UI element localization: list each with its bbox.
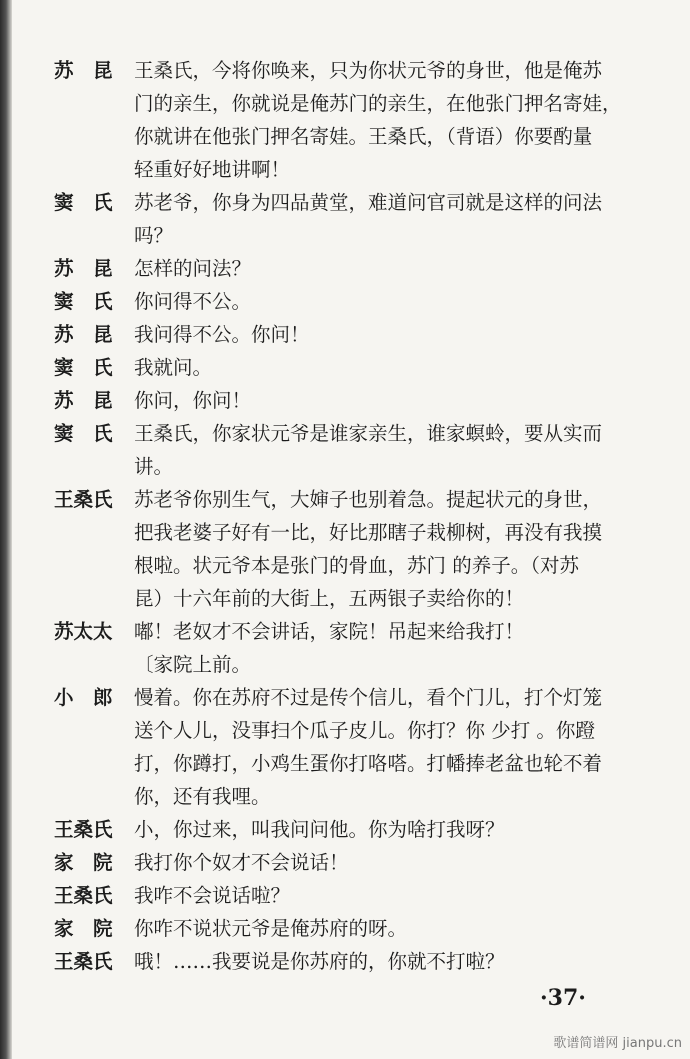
dialogue-text-line: 我打你个奴才不会说话！ [134, 851, 349, 874]
dialogue-line [54, 846, 666, 879]
dialogue-text-line: 根啦。状元爷本是张门的骨血，苏门 的养子。（对苏 [134, 554, 579, 577]
dialogue-text [134, 417, 666, 483]
speaker-name: 王桑氏 [54, 818, 113, 841]
dialogue-text-line: 昆）十六年前的大街上，五两银子卖给你的！ [134, 587, 525, 610]
dialogue-text-line: 我咋不会说话啦？ [134, 884, 291, 907]
book-binding-edge [0, 0, 12, 1059]
dialogue-text-line: 我就问。 [134, 356, 213, 379]
dialogue-text-line: 你问，你问！ [134, 389, 252, 412]
dialogue-text [134, 945, 666, 978]
dialogue-text-line: 讲。 [134, 455, 174, 478]
dialogue-text-line: 嘟！老奴才不会讲话，家院！吊起来给我打！ [134, 620, 525, 643]
speaker-name: 苏 昆 [54, 257, 113, 280]
dialogue-line [54, 384, 666, 417]
speaker-name: 窦 氏 [54, 356, 113, 379]
dialogue-line [54, 318, 666, 351]
dialogue-text [134, 285, 666, 318]
dialogue-line [54, 912, 666, 945]
dialogue-text-line: 你，还有我哩。 [134, 785, 271, 808]
dialogue-text [134, 846, 666, 879]
dialogue-text-line: 你问得不公。 [134, 290, 252, 313]
dialogue-text-line: 苏老爷你别生气，大婶子也别着急。提起状元的身世， [134, 488, 603, 511]
speaker-name: 苏 昆 [54, 323, 113, 346]
dialogue-text-line: 打，你蹲打，小鸡生蛋你打咯嗒。打幡捧老盆也轮不着 [134, 752, 603, 775]
dialogue-line [54, 681, 666, 813]
dialogue-text-line: 吗？ [134, 224, 174, 247]
dialogue-text-line: 你咋不说状元爷是俺苏府的呀。 [134, 917, 408, 940]
dialogue-text-line: 怎样的问法？ [134, 257, 252, 280]
speaker-name: 王桑氏 [54, 488, 113, 511]
dialogue-text-line: 哦！……我要说是你苏府的，你就不打啦？ [134, 950, 505, 973]
dialogue-text [134, 615, 666, 648]
dialogue-text-line: 小，你过来，叫我问问他。你为啥打我呀？ [134, 818, 505, 841]
dialogue-text [134, 483, 666, 615]
dialogue-line [54, 285, 666, 318]
speaker-name: 苏 昆 [54, 389, 113, 412]
dialogue-text-line: 把我老婆子好有一比，好比那瞎子栽柳树，再没有我摸 [134, 521, 603, 544]
dialogue-text [134, 912, 666, 945]
script-page [54, 54, 666, 978]
dialogue-line [54, 945, 666, 978]
speaker-name: 家 院 [54, 851, 113, 874]
dialogue-text [134, 351, 666, 384]
dialogue-text [134, 54, 666, 186]
watermark: 歌谱简谱网 jianpu.cn [553, 1036, 682, 1051]
speaker-name: 家 院 [54, 917, 113, 940]
dialogue-text-line: 慢着。你在苏府不过是传个信儿，看个门儿，打个灯笼 [134, 686, 603, 709]
speaker-name: 窦 氏 [54, 191, 113, 214]
dialogue-line [54, 186, 666, 252]
dialogue-text [134, 318, 666, 351]
speaker-name: 王桑氏 [54, 950, 113, 973]
speaker-name: 苏 昆 [54, 59, 113, 82]
dialogue-line [54, 252, 666, 285]
page-number: ·37· [540, 985, 586, 1011]
dialogue-line [54, 813, 666, 846]
dialogue-text-line: 门的亲生，你就说是俺苏门的亲生，在他张门押名寄娃， [134, 92, 622, 115]
dialogue-line [54, 483, 666, 615]
speaker-name: 王桑氏 [54, 884, 113, 907]
dialogue-line [54, 615, 666, 648]
dialogue-text-line: 送个人儿，没事扫个瓜子皮儿。你打？你 少打 。你蹬 [134, 719, 595, 742]
speaker-name: 小 郎 [54, 686, 113, 709]
stage-direction: 〔家院上前。 [134, 653, 252, 676]
dialogue-text [134, 384, 666, 417]
dialogue-text-line: 你就讲在他张门押名寄娃。王桑氏，（背语）你要酌量 [134, 125, 593, 148]
dialogue-text [134, 813, 666, 846]
dialogue-text [134, 879, 666, 912]
dialogue-text [134, 186, 666, 252]
dialogue-text [134, 252, 666, 285]
dialogue-line [54, 54, 666, 186]
speaker-name: 窦 氏 [54, 290, 113, 313]
dialogue-line [54, 351, 666, 384]
dialogue-text-line: 王桑氏，今将你唤来，只为你状元爷的身世，他是俺苏 [134, 59, 603, 82]
speaker-name: 窦 氏 [54, 422, 113, 445]
dialogue-text [134, 681, 666, 813]
speaker-name: 苏太太 [54, 620, 113, 643]
dialogue-text-line: 苏老爷，你身为四品黄堂，难道问官司就是这样的问法 [134, 191, 603, 214]
dialogue-line [54, 879, 666, 912]
dialogue-text-line: 王桑氏，你家状元爷是谁家亲生，谁家螟蛉，要从实而 [134, 422, 603, 445]
dialogue-line [54, 417, 666, 483]
dialogue-text-line: 轻重好好地讲啊！ [134, 158, 291, 181]
dialogue-text-line: 我问得不公。你问！ [134, 323, 310, 346]
